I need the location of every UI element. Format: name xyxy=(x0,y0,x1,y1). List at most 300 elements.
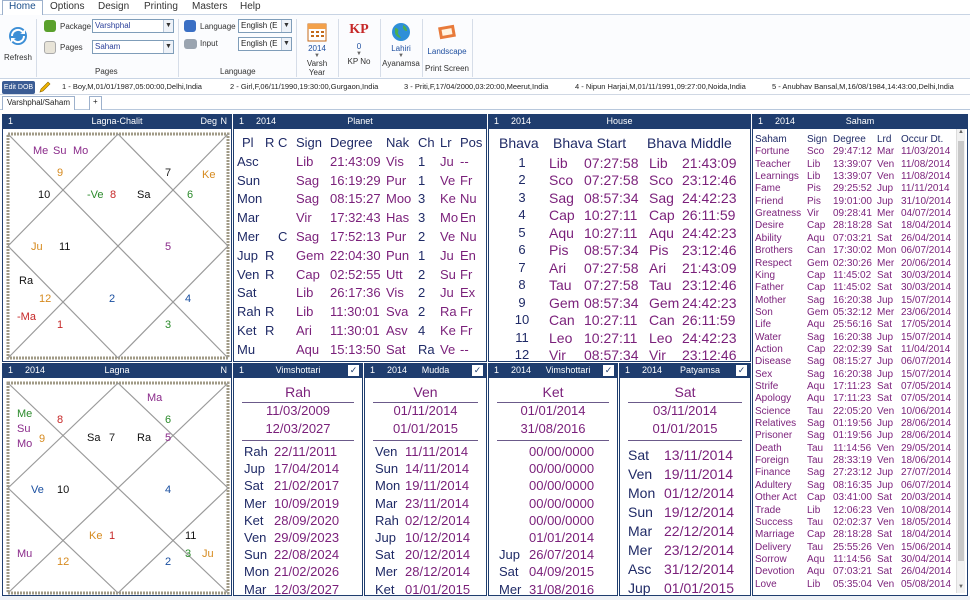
tab-varshphal-saham[interactable]: Varshphal/Saham xyxy=(2,96,75,110)
saham-cell: 06/07/2014 xyxy=(901,356,952,368)
saham-cell: Sat xyxy=(877,492,893,504)
planet-cell: Sag xyxy=(296,191,320,207)
profile-item-5[interactable]: 5 - Anubhav Bansal,M,16/08/1984,14:43:00,Delhi,India xyxy=(772,82,954,91)
dasha-date: 02/12/2014 xyxy=(405,512,471,528)
saham-year[interactable]: 2014 xyxy=(775,116,796,126)
chart-label[interactable]: Ma xyxy=(147,392,163,404)
saham-col-header: Saham xyxy=(755,134,787,145)
dasha3-checkbox[interactable]: ✓ xyxy=(604,365,613,375)
saham-cell: Fortune xyxy=(755,146,790,158)
dasha4-number[interactable]: 1 xyxy=(625,365,631,375)
house-cell: Aqu xyxy=(649,224,674,241)
dasha-lord: Ket xyxy=(542,384,564,400)
saham-cell: Sag xyxy=(807,294,825,306)
refresh-button[interactable] xyxy=(3,25,33,62)
saham-cell: Love xyxy=(755,578,777,590)
chalit-n-toggle[interactable]: N xyxy=(220,116,227,126)
house-number-cell: 3 xyxy=(518,189,526,205)
chart-label[interactable]: Sa xyxy=(137,189,151,201)
saham-cell: Sat xyxy=(877,381,893,392)
saham-cell: Pis xyxy=(807,195,821,207)
profile-item-3[interactable]: 3 - Priti,F,17/04/2000,03:20:00,Meerut,India xyxy=(404,82,549,91)
planet-cell: 1 xyxy=(418,153,426,169)
chart-label[interactable]: 7 xyxy=(165,167,172,179)
dasha-planet: Mon xyxy=(244,564,270,580)
planet-cell: Utt xyxy=(386,266,403,282)
chart-label[interactable]: Ju xyxy=(31,241,43,253)
dasha-date: 31/12/2014 xyxy=(664,561,735,577)
varsh-year-value: 2014 xyxy=(308,44,326,53)
saham-cell: 27/07/2014 xyxy=(901,467,952,479)
saham-cell: Cap xyxy=(807,220,826,232)
house-cell: Sco xyxy=(549,172,574,188)
saham-cell: 28:33:19 xyxy=(833,455,872,467)
refresh-label: Refresh xyxy=(3,53,32,62)
saham-cell: 28:18:28 xyxy=(833,220,872,232)
saham-cell: 20/06/2014 xyxy=(901,257,952,269)
chart-label[interactable]: 3 xyxy=(165,319,172,331)
vimshottari-panel xyxy=(233,363,363,596)
saham-cell: 16:20:38 xyxy=(833,294,872,306)
planet-cell: Su xyxy=(440,266,456,282)
menu-design[interactable]: Design xyxy=(98,1,130,12)
planet-cell: Ju xyxy=(440,153,454,169)
chart-label[interactable]: Ke xyxy=(202,169,216,181)
dasha-planet: Jup xyxy=(499,547,520,563)
house-cell: Gem xyxy=(649,294,680,311)
saham-cell: 25:56:16 xyxy=(833,319,872,331)
house-cell: 08:57:34 xyxy=(584,189,639,206)
chart-label[interactable]: Mo xyxy=(73,145,89,157)
house-number-cell: 7 xyxy=(518,259,526,275)
dasha-lord: Sat xyxy=(674,384,696,400)
chart-label[interactable]: 8 xyxy=(110,189,117,201)
saham-cell: Aqu xyxy=(807,319,825,331)
package-label: Package xyxy=(60,22,92,31)
planet-cell: Moo xyxy=(386,191,412,207)
dasha3-title: Vimshottari xyxy=(545,365,591,375)
saham-cell: 26/04/2014 xyxy=(901,232,952,244)
house-cell: Gem xyxy=(549,294,580,311)
saham-cell: Tau xyxy=(807,405,824,417)
menu-masters[interactable]: Masters xyxy=(192,1,228,12)
planet-cell: Nu xyxy=(460,191,477,207)
planet-cell: Ju xyxy=(440,285,454,301)
planet-cell: 16:19:29 xyxy=(330,172,381,188)
menu-printing[interactable]: Printing xyxy=(144,1,178,12)
dasha-date: 19/11/2014 xyxy=(405,478,470,494)
saham-cell: Mon xyxy=(877,245,897,257)
house-cell: 23:12:46 xyxy=(682,242,737,258)
planet-cell: R xyxy=(265,304,275,320)
saham-cell: Tau xyxy=(807,541,824,553)
saham-cell: 17/05/2014 xyxy=(901,319,952,331)
chart-label[interactable]: Ra xyxy=(19,275,34,287)
saham-cell: Ven xyxy=(877,455,895,467)
dasha-date: 00/00/0000 xyxy=(529,512,595,528)
edit-dob-button[interactable]: Edit DOB xyxy=(2,81,35,94)
varsh-year-label: Varsh Year xyxy=(306,59,328,77)
house-panel xyxy=(488,114,751,362)
planet-cell: R xyxy=(265,266,275,282)
dasha-date: 00/00/0000 xyxy=(529,461,595,477)
chart-label[interactable]: 2 xyxy=(109,293,116,305)
chart-label[interactable]: 11 xyxy=(185,530,197,542)
saham-cell: Jup xyxy=(877,195,894,207)
planet-col-header: Sign xyxy=(296,135,323,150)
chart-label[interactable]: 8 xyxy=(57,414,64,426)
pages-select[interactable]: Saham ▼ xyxy=(92,40,174,54)
chart-label[interactable]: 4 xyxy=(185,293,192,305)
ayanamsa-button[interactable]: Lahiri ▼ Ayanamsa xyxy=(382,22,420,68)
saham-cell: Cap xyxy=(807,529,826,541)
saham-cell: 28/06/2014 xyxy=(901,430,952,442)
saham-cell: Mer xyxy=(877,257,895,269)
chart-label[interactable]: 12 xyxy=(39,293,52,305)
saham-cell: Science xyxy=(755,405,791,417)
dasha-planet: Mon xyxy=(375,478,401,494)
house-cell: 21:43:09 xyxy=(682,154,737,171)
saham-cell: Ven xyxy=(877,405,895,417)
vimshottari-year-header xyxy=(489,364,617,378)
house-number-cell: 4 xyxy=(518,207,526,222)
dasha3-year[interactable]: 2014 xyxy=(511,365,532,375)
dasha4-checkbox[interactable]: ✓ xyxy=(737,365,746,375)
chart-label[interactable]: Mo xyxy=(17,438,33,450)
planet-cell: 21:43:09 xyxy=(330,153,381,169)
chart-label[interactable]: Su xyxy=(17,423,31,435)
chart-label[interactable]: -Ve xyxy=(87,189,104,201)
saham-cell: Sag xyxy=(807,331,825,343)
dasha4-year[interactable]: 2014 xyxy=(642,365,663,375)
chart-label[interactable]: Su xyxy=(53,145,67,157)
saham-cell: 29/05/2014 xyxy=(901,442,952,454)
saham-cell: Sag xyxy=(807,368,825,380)
saham-cell: Apology xyxy=(755,393,792,405)
saham-cell: Can xyxy=(807,245,826,257)
saham-cell: Jup xyxy=(877,356,894,368)
saham-cell: 02:02:37 xyxy=(833,516,872,528)
saham-cell: 18/04/2014 xyxy=(901,529,952,541)
chart-label[interactable]: 9 xyxy=(39,433,46,445)
dasha-date: 14/11/2014 xyxy=(405,461,470,477)
planet-cell: 2 xyxy=(418,266,426,282)
saham-cell: 11/11/2014 xyxy=(901,183,950,195)
saham-cell: Jup xyxy=(877,183,894,195)
saham-cell: Trade xyxy=(755,504,781,516)
planet-cell: Vis xyxy=(386,285,404,301)
saham-cell: Prisoner xyxy=(755,430,793,442)
chart-label[interactable]: Me xyxy=(33,145,49,157)
saham-col-header: Degree xyxy=(833,134,866,145)
house-cell: 08:57:34 xyxy=(584,242,639,258)
saham-cell: Ability xyxy=(755,232,782,244)
package-select[interactable]: Varshphal ▼ xyxy=(92,19,174,33)
scroll-down-icon[interactable]: ▼ xyxy=(958,584,964,590)
saham-cell: 19:01:00 xyxy=(833,195,872,207)
saham-cell: Life xyxy=(755,319,772,331)
chalit-number[interactable]: 1 xyxy=(8,116,14,126)
saham-cell: Son xyxy=(755,306,773,318)
chart-label[interactable]: Mu xyxy=(17,548,33,560)
planet-cell: Sva xyxy=(386,304,409,320)
saham-number[interactable]: 1 xyxy=(758,116,764,126)
house-cell: Can xyxy=(649,312,675,328)
lagna-chalit-header xyxy=(3,115,231,129)
planet-cell: Fr xyxy=(460,323,473,338)
dasha-planet: Mer xyxy=(244,495,267,511)
chart-label[interactable]: Ju xyxy=(202,548,214,560)
saham-cell: 18/04/2014 xyxy=(901,220,952,232)
planet-cell: Lib xyxy=(296,285,314,301)
planet-cell: 15:13:50 xyxy=(330,341,381,357)
house-number-cell: 12 xyxy=(514,347,530,362)
saham-cell: Ven xyxy=(877,504,895,516)
dasha-start-date: 01/01/2014 xyxy=(520,403,586,418)
lagna-n-toggle[interactable]: N xyxy=(220,365,227,375)
planet-cell: Asv xyxy=(386,323,408,338)
planet-cell: Pun xyxy=(386,247,410,263)
menu-help[interactable]: Help xyxy=(240,1,261,12)
planet-cell: Lib xyxy=(296,304,314,320)
saham-cell: Vir xyxy=(807,208,820,220)
planet-cell: Mar xyxy=(237,210,260,226)
kp-label: KP No xyxy=(347,57,371,66)
house-cell: Sag xyxy=(649,189,674,206)
saham-cell: Sex xyxy=(755,368,773,380)
dasha-date: 19/12/2014 xyxy=(664,504,735,520)
language-icon xyxy=(184,20,196,32)
saham-cell: 11:45:02 xyxy=(833,282,872,294)
planet-col-header: Ch xyxy=(418,135,435,150)
dasha-date: 21/02/2026 xyxy=(274,564,340,580)
saham-cell: Fame xyxy=(755,183,781,195)
lagna-year[interactable]: 2014 xyxy=(25,365,46,375)
dasha1-number[interactable]: 1 xyxy=(239,365,245,375)
saham-cell: 16:20:38 xyxy=(833,368,872,380)
saham-cell: 11/08/2014 xyxy=(901,171,951,183)
chart-label[interactable]: Ra xyxy=(137,432,152,444)
scroll-thumb[interactable] xyxy=(958,141,964,561)
package-icon xyxy=(44,20,56,32)
dasha-date: 13/11/2014 xyxy=(664,447,734,463)
dasha-planet: Sat xyxy=(375,547,395,563)
lagna-number[interactable]: 1 xyxy=(8,365,14,375)
chart-label[interactable]: 2 xyxy=(165,556,172,568)
add-tab-button[interactable]: + xyxy=(89,96,102,110)
saham-cell: 23/06/2014 xyxy=(901,306,952,318)
planet-cell: 11:30:01 xyxy=(330,323,380,338)
chart-label[interactable]: Ke xyxy=(89,530,103,542)
house-cell: 24:42:23 xyxy=(682,224,737,241)
house-year[interactable]: 2014 xyxy=(511,116,532,126)
house-header xyxy=(489,115,750,129)
dasha-start-date: 01/11/2014 xyxy=(393,403,458,418)
chart-label[interactable]: Sa xyxy=(87,432,101,444)
planet-cell: Vis xyxy=(386,153,404,169)
chart-label[interactable]: 6 xyxy=(165,414,172,426)
house-number-cell: 1 xyxy=(518,154,526,170)
saham-header xyxy=(753,115,967,129)
dasha2-number[interactable]: 1 xyxy=(370,365,376,375)
dasha-planet: Sun xyxy=(628,504,653,520)
planet-cell: En xyxy=(460,247,476,263)
saham-cell: 11:14:56 xyxy=(833,553,872,565)
saham-cell: Sco xyxy=(807,146,825,158)
planet-cell: Ke xyxy=(440,191,456,207)
planet-number[interactable]: 1 xyxy=(239,116,245,126)
status-strip xyxy=(0,596,970,600)
dasha-date: 11/11/2014 xyxy=(405,444,469,459)
saham-cell: 05:32:12 xyxy=(833,306,872,318)
chalit-title: Lagna-Chalit xyxy=(91,116,143,126)
dasha3-number[interactable]: 1 xyxy=(494,365,500,375)
dasha2-title: Mudda xyxy=(421,365,450,375)
planet-cell: Lib xyxy=(296,153,314,169)
planet-cell: Gem xyxy=(296,247,325,263)
dasha-end-date: 01/01/2015 xyxy=(392,421,459,436)
house-cell: Sco xyxy=(649,172,674,188)
chart-label[interactable]: 4 xyxy=(165,484,172,496)
chart-label[interactable]: Me xyxy=(17,408,33,420)
chart-label[interactable]: 7 xyxy=(109,432,116,444)
saham-cell: 08:15:27 xyxy=(833,356,872,368)
profile-item-4[interactable]: 4 - Nipun Harjai,M,01/11/1991,09:27:00,Noida,India xyxy=(575,82,746,91)
input-select[interactable]: English (E ▼ xyxy=(238,37,292,51)
dasha-date: 19/11/2014 xyxy=(664,466,734,482)
dasha-planet: Rah xyxy=(244,444,268,459)
dasha2-year[interactable]: 2014 xyxy=(387,365,408,375)
house-cell: 26:11:59 xyxy=(682,207,736,223)
scroll-up-icon[interactable]: ▲ xyxy=(958,129,964,135)
house-cell: Leo xyxy=(549,329,573,346)
dasha-planet: Sat xyxy=(499,564,519,580)
house-number-cell: 6 xyxy=(518,242,526,257)
chart-label[interactable]: Ve xyxy=(31,484,44,496)
globe-icon xyxy=(391,22,411,42)
chart-label[interactable]: 10 xyxy=(57,484,70,496)
planet-year[interactable]: 2014 xyxy=(256,116,277,126)
saham-cell: Sat xyxy=(877,220,893,232)
saham-panel xyxy=(752,114,968,596)
pages-group-label: Pages xyxy=(95,67,118,76)
dasha1-checkbox[interactable]: ✓ xyxy=(349,365,358,375)
chart-label[interactable]: 6 xyxy=(187,189,194,201)
house-cell: Lib xyxy=(649,154,668,171)
saham-cell: Sat xyxy=(877,393,893,405)
house-title: House xyxy=(606,116,633,126)
print-value: Landscape xyxy=(427,47,467,56)
lagna-chart xyxy=(5,380,231,596)
saham-cell: Jup xyxy=(877,294,894,306)
chart-label[interactable]: 11 xyxy=(59,241,71,253)
planet-cell: 3 xyxy=(418,191,426,207)
house-cell: 07:27:58 xyxy=(584,259,639,276)
house-cell: Pis xyxy=(549,242,569,258)
dasha-date: 00/00/0000 xyxy=(529,495,595,511)
planet-col-header: R xyxy=(265,135,275,150)
chart-label[interactable]: 10 xyxy=(38,189,51,201)
chart-label[interactable]: -Ma xyxy=(17,311,36,323)
house-cell: Tau xyxy=(649,277,672,293)
chart-label[interactable]: 5 xyxy=(165,432,172,444)
saham-cell: 11/04/2014 xyxy=(901,343,951,355)
saham-cell: Aqu xyxy=(807,553,825,565)
planet-panel xyxy=(233,114,487,362)
pages-label: Pages xyxy=(60,43,83,52)
house-number[interactable]: 1 xyxy=(494,116,500,126)
saham-cell: 09:28:41 xyxy=(833,208,872,220)
kp-number-button[interactable]: KP 0 ▼ KP No xyxy=(342,22,376,66)
profile-item-1[interactable]: 1 - Boy,M,01/01/1987,05:00:00,Delhi,India xyxy=(62,82,202,91)
dasha-planet: Ket xyxy=(244,512,264,528)
kp-value: 0 xyxy=(356,42,362,51)
planet-col-header: Nak xyxy=(386,135,410,150)
saham-cell: Cap xyxy=(807,343,826,355)
saham-cell: Respect xyxy=(755,257,792,269)
saham-cell: 11/08/2014 xyxy=(901,158,951,170)
print-screen-button[interactable] xyxy=(424,22,470,73)
saham-cell: Desire xyxy=(755,220,784,232)
planet-cell: Aqu xyxy=(296,341,320,357)
saham-cell: Sat xyxy=(877,319,893,331)
pencil-icon[interactable] xyxy=(38,81,52,94)
saham-cell: 05:35:04 xyxy=(833,578,872,590)
chart-label[interactable]: 9 xyxy=(57,167,64,179)
keyboard-icon xyxy=(184,39,197,49)
dasha2-checkbox[interactable]: ✓ xyxy=(473,365,482,375)
saham-cell: Strife xyxy=(755,381,779,392)
saham-col-header: Sign xyxy=(807,134,828,145)
planet-cell: Has xyxy=(386,210,410,226)
language-select[interactable]: English (E ▼ xyxy=(238,19,292,33)
print-label: Print Screen xyxy=(424,64,470,73)
chart-label[interactable]: 5 xyxy=(165,241,172,253)
chart-label[interactable]: 1 xyxy=(109,530,116,542)
saham-cell: Learnings xyxy=(755,171,799,183)
saham-scrollbar[interactable] xyxy=(956,129,965,593)
lagna-chalit-chart xyxy=(5,131,231,361)
lagna-chalit-panel xyxy=(2,114,232,362)
saham-cell: 10/08/2014 xyxy=(901,504,952,516)
menu-bar xyxy=(0,0,970,15)
planet-cell: Mu xyxy=(237,341,256,357)
saham-cell: 05/08/2014 xyxy=(901,578,952,590)
menu-home[interactable]: Home xyxy=(2,0,43,15)
dasha-date: 26/07/2014 xyxy=(529,547,595,563)
chart-label[interactable]: 12 xyxy=(57,556,70,568)
saham-cell: 11:14:56 xyxy=(833,442,872,454)
menu-options[interactable]: Options xyxy=(50,1,85,12)
planet-cell: Sat xyxy=(237,285,257,301)
dasha-planet: Ven xyxy=(244,530,267,545)
planet-cell: C xyxy=(278,229,288,244)
dasha-date: 00/00/0000 xyxy=(529,478,595,494)
chart-label[interactable]: 1 xyxy=(57,319,64,331)
saham-cell: Tau xyxy=(807,455,824,467)
planet-col-header: Pos xyxy=(460,135,483,150)
chalit-deg-toggle[interactable]: Deg xyxy=(200,116,217,126)
profile-item-2[interactable]: 2 - Girl,F,06/11/1990,19:30:00,Gurgaon,India xyxy=(230,82,379,91)
house-number-cell: 8 xyxy=(518,277,526,292)
chart-label[interactable]: 3 xyxy=(185,548,192,560)
saham-cell: 16:20:38 xyxy=(833,331,872,343)
varsh-year-button[interactable]: 2014 ▼ Varsh Year xyxy=(300,22,334,77)
saham-cell: 17:11:23 xyxy=(833,393,872,405)
house-cell: 07:27:58 xyxy=(584,172,639,188)
pages-icon xyxy=(44,41,56,54)
saham-cell: Sat xyxy=(877,553,893,565)
